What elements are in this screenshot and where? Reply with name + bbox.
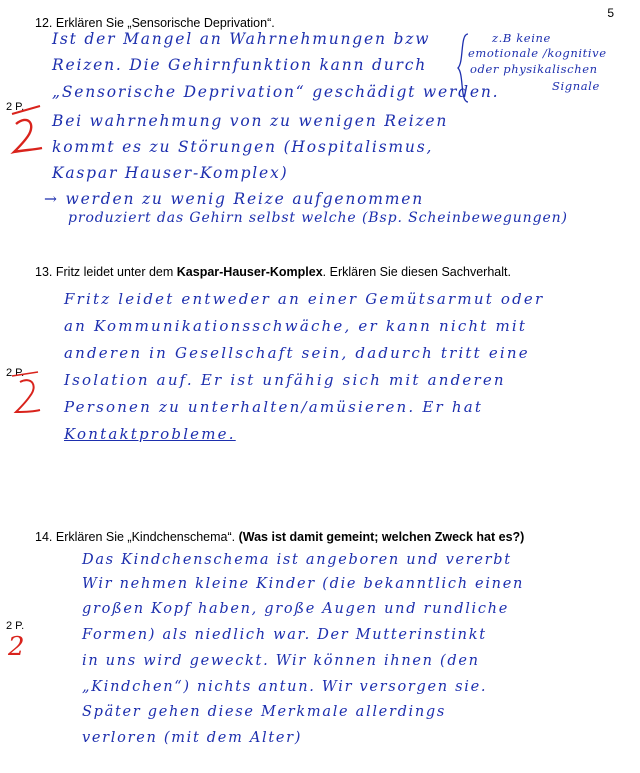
side-note-line: oder physikalischen	[470, 62, 598, 76]
answer-line: großen Kopf haben, große Augen und rundliche	[82, 601, 510, 617]
question-12-number: 12.	[35, 16, 53, 30]
brace-mark	[456, 32, 470, 104]
answer-line: anderen in Gesellschaft sein, dadurch tritt eine	[64, 344, 530, 362]
question-14-text: Erklären Sie „Kindchenschema“.	[55, 530, 239, 544]
answer-line: in uns wird geweckt. Wir können ihnen (den	[82, 653, 480, 669]
answer-line: Bei wahrnehmung von zu wenigen Reizen	[52, 112, 449, 130]
page-number: 5	[607, 6, 614, 20]
answer-line: Wir nehmen kleine Kinder (die bekanntlich einen	[82, 576, 525, 592]
answer-line: verloren (mit dem Alter)	[82, 730, 303, 746]
answer-line: „Kindchen“) nichts antun. Wir versorgen sie.	[82, 679, 488, 695]
question-13-text-before: Fritz leidet unter dem	[55, 265, 177, 279]
answer-line: Formen) als niedlich war. Der Mutterinstinkt	[82, 627, 487, 643]
side-note-line: z.B keine	[492, 31, 551, 45]
question-13-text-bold: Kaspar-Hauser-Komplex	[176, 265, 323, 279]
question-13-number: 13.	[35, 265, 53, 279]
answer-line: Kaspar Hauser-Komplex)	[52, 164, 289, 182]
grade-12	[10, 104, 44, 161]
answer-line: Das Kindchenschema ist angeboren und vererbt	[82, 552, 512, 568]
points-label-13: 2 P.	[6, 367, 25, 379]
answer-line: Später gehen diese Merkmale allerdings	[82, 704, 447, 720]
answer-line: „Sensorische Deprivation“ geschädigt werden.	[52, 83, 500, 101]
points-label-14: 2 P.	[6, 620, 25, 632]
question-13-text-after: . Erklären Sie diesen Sachverhalt.	[322, 265, 511, 279]
answer-line: → werden zu wenig Reize aufgenommen	[44, 190, 425, 208]
answer-line: Isolation auf. Er ist unfähig sich mit anderen	[64, 371, 506, 389]
question-12-text: Erklären Sie „Sensorische Deprivation“.	[55, 16, 275, 30]
answer-line: kommt es zu Störungen (Hospitalismus,	[52, 138, 434, 156]
answer-line: Reizen. Die Gehirnfunktion kann durch	[52, 56, 427, 74]
answer-line: Ist der Mangel an Wahrnehmungen bzw	[52, 30, 431, 48]
points-label-12: 2 P.	[6, 101, 25, 113]
answer-line: Personen zu unterhalten/amüsieren. Er hat	[64, 398, 484, 416]
answer-line: an Kommunikationsschwäche, er kann nicht mit	[64, 317, 528, 335]
side-note-line: Signale	[552, 79, 600, 93]
answer-line: Fritz leidet entweder an einer Gemütsarmut oder	[64, 290, 545, 308]
question-12-prompt	[35, 16, 275, 30]
question-14-prompt	[35, 530, 524, 544]
side-note-line: emotionale /kognitive	[468, 46, 607, 60]
grade-13	[10, 372, 44, 425]
question-14-text-bold: (Was ist damit gemeint; welchen Zweck hat es?)	[238, 530, 525, 544]
answer-line: produziert das Gehirn selbst welche (Bsp. Scheinbewegungen)	[68, 210, 568, 226]
answer-line: Kontaktprobleme.	[64, 425, 236, 443]
question-14-number: 14.	[35, 530, 53, 544]
grade-14: 2	[8, 632, 25, 662]
question-13-prompt	[35, 265, 511, 279]
